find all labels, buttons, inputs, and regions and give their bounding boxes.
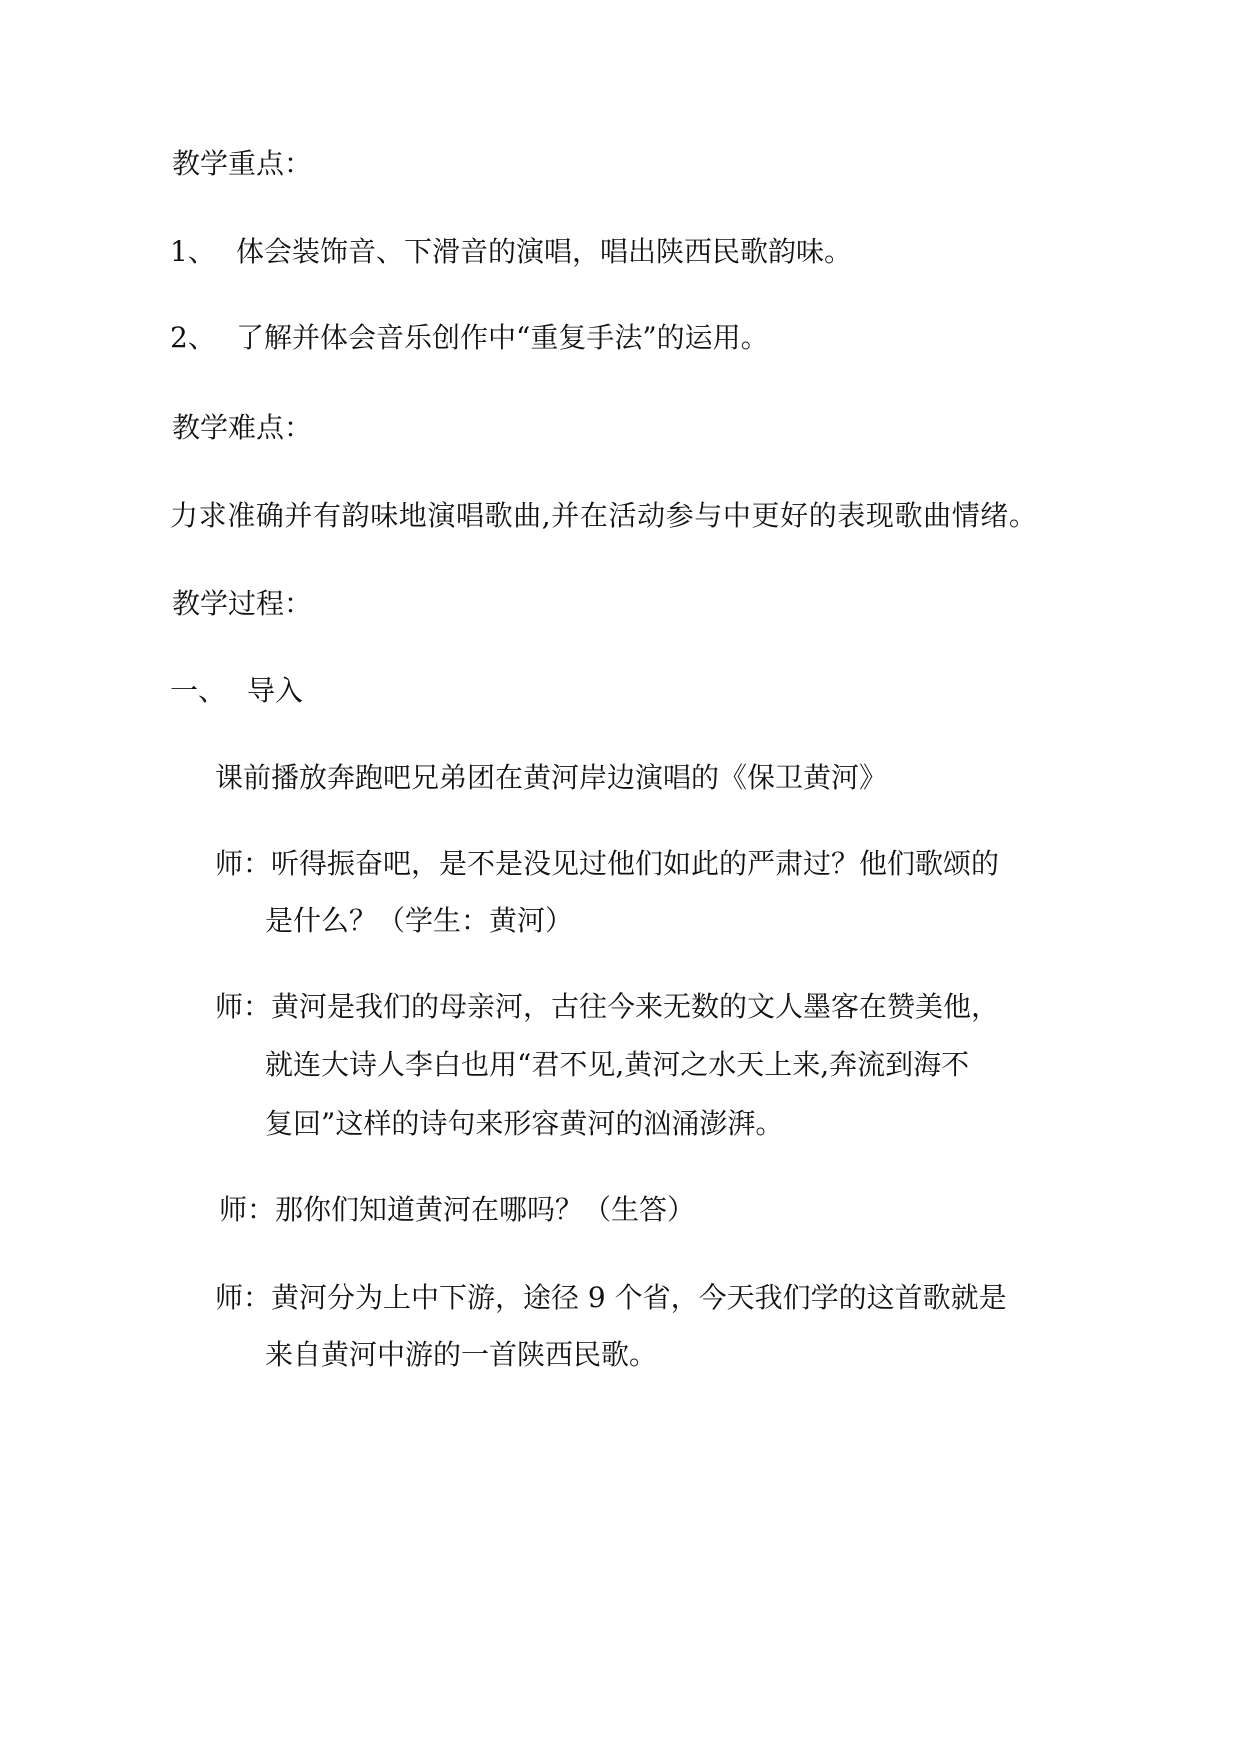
difficulty-text: 力求准确并有韵味地演唱歌曲,并在活动参与中更好的表现歌曲情绪。 — [170, 499, 1038, 532]
key-point-2-number: 2、 — [170, 321, 216, 354]
key-point-1-number: 1、 — [170, 235, 216, 268]
dialogue-2-line-2: 就连大诗人李白也用“君不见,黄河之水天上来,奔流到海不 — [265, 1048, 970, 1081]
dialogue-2-line-1: 师：黄河是我们的母亲河，古往今来无数的文人墨客在赞美他， — [215, 990, 1000, 1023]
key-point-2 — [170, 321, 769, 354]
dialogue-1-line-1: 师：听得振奋吧，是不是没见过他们如此的严肃过？他们歌颂的 — [215, 847, 1000, 880]
dialogue-2-line-3: 复回”这样的诗句来形容黄河的汹涌澎湃。 — [265, 1107, 784, 1140]
heading-process: 教学过程： — [172, 587, 313, 620]
dialogue-3-line-1: 师：那你们知道黄河在哪吗？（生答） — [219, 1193, 696, 1226]
heading-key-points: 教学重点： — [172, 147, 313, 180]
key-point-1 — [170, 235, 853, 268]
dialogue-4-line-1: 师：黄河分为上中下游，途径 9 个省，今天我们学的这首歌就是 — [215, 1281, 1007, 1314]
section-one — [170, 674, 304, 707]
key-point-1-text: 体会装饰音、下滑音的演唱，唱出陕西民歌韵味。 — [236, 235, 853, 268]
dialogue-1-line-2: 是什么？（学生：黄河） — [265, 904, 574, 937]
section-one-title: 导入 — [247, 674, 304, 707]
heading-difficulty: 教学难点： — [172, 411, 313, 444]
key-point-2-text: 了解并体会音乐创作中“重复手法”的运用。 — [236, 321, 769, 354]
intro-line: 课前播放奔跑吧兄弟团在黄河岸边演唱的《保卫黄河》 — [215, 761, 888, 794]
section-one-number: 一、 — [170, 674, 227, 707]
dialogue-4-line-2: 来自黄河中游的一首陕西民歌。 — [265, 1338, 658, 1371]
